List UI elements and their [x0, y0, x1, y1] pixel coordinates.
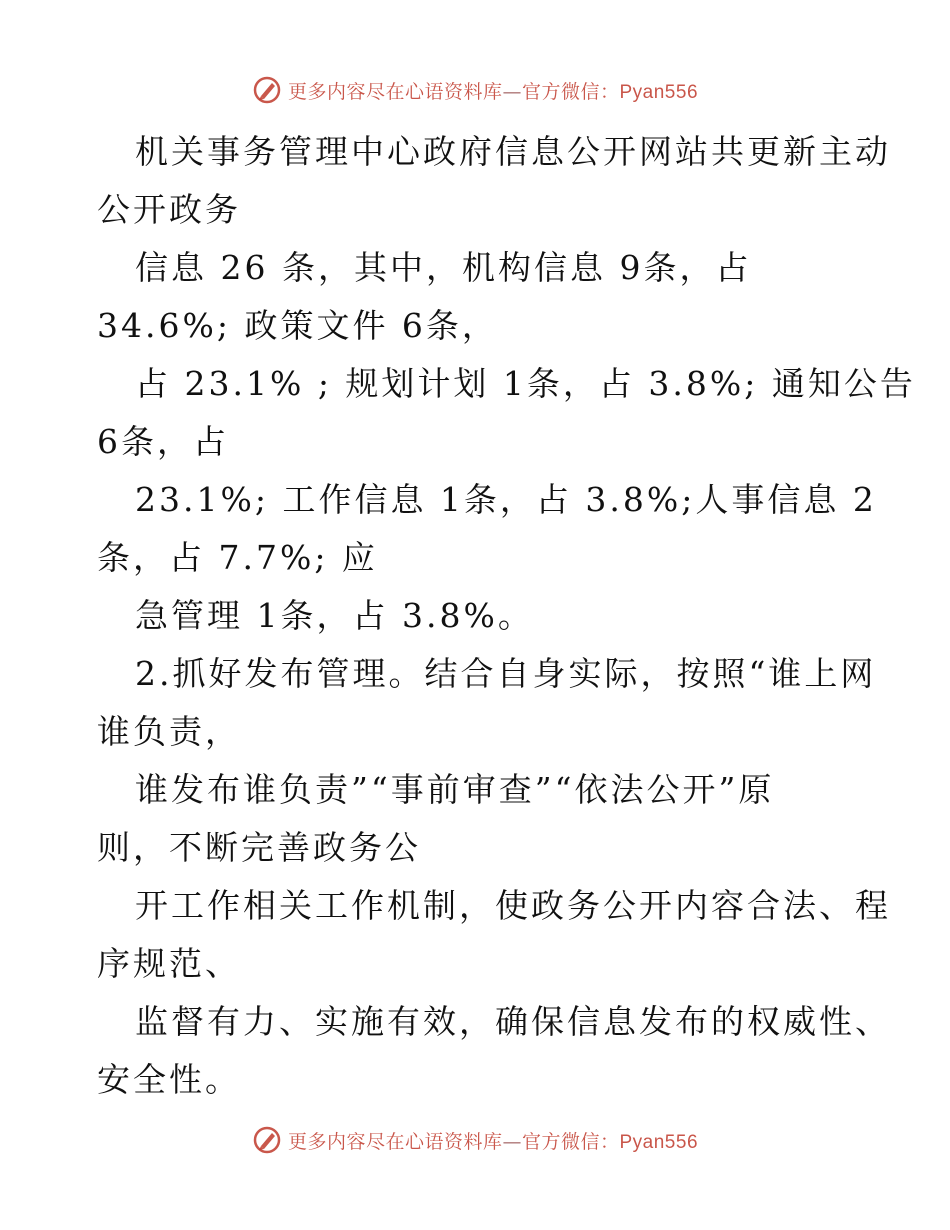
body-line: 谁负责， [97, 712, 241, 751]
header-banner [0, 70, 950, 110]
body-line: 监督有力、实施有效，确保信息发布的权威性、 [135, 1002, 891, 1041]
pen-logo-icon [252, 75, 282, 105]
footer-banner [0, 1120, 950, 1160]
header-banner-wechat-label: 官方微信： [521, 80, 620, 103]
body-line: 则，不断完善政务公 [97, 828, 421, 867]
body-line: 2.抓好发布管理。结合自身实际，按照“谁上网 [135, 654, 877, 693]
body-line: 序规范、 [97, 944, 241, 983]
body-line: 23.1%; 工作信息 1条，占 3.8%;人事信息 2 [135, 480, 877, 519]
body-line: 6条，占 [97, 422, 229, 461]
footer-banner-wechat-label: 官方微信： [521, 1130, 620, 1153]
body-line: 占 23.1% ; 规划计划 1条，占 3.8%; 通知公告 [135, 364, 916, 403]
body-line: 开工作相关工作机制，使政务公开内容合法、程 [135, 886, 891, 925]
body-line: 机关事务管理中心政府信息公开网站共更新主动 [135, 132, 891, 171]
footer-banner-text [288, 1127, 698, 1154]
pen-logo-icon [252, 1125, 282, 1155]
body-line: 公开政务 [97, 190, 241, 229]
footer-banner-separator: — [502, 1130, 522, 1153]
body-line: 谁发布谁负责”“事前审查”“依法公开”原 [135, 770, 775, 809]
body-line: 信息 26 条，其中，机构信息 9条，占 [135, 248, 752, 287]
document-body [97, 123, 916, 1109]
body-line: 条，占 7.7%; 应 [97, 538, 378, 577]
header-banner-slogan: 更多内容尽在心语资料库 [287, 80, 503, 103]
header-banner-separator: — [502, 80, 522, 103]
body-line: 安全性。 [97, 1060, 241, 1099]
footer-banner-slogan: 更多内容尽在心语资料库 [287, 1130, 503, 1153]
header-banner-wechat-id: Pyan556 [619, 81, 699, 103]
footer-banner-wechat-id: Pyan556 [619, 1131, 699, 1153]
body-line: 急管理 1条，占 3.8%。 [135, 596, 534, 635]
header-banner-text [288, 77, 698, 104]
body-line: 34.6%; 政策文件 6条， [97, 306, 498, 345]
